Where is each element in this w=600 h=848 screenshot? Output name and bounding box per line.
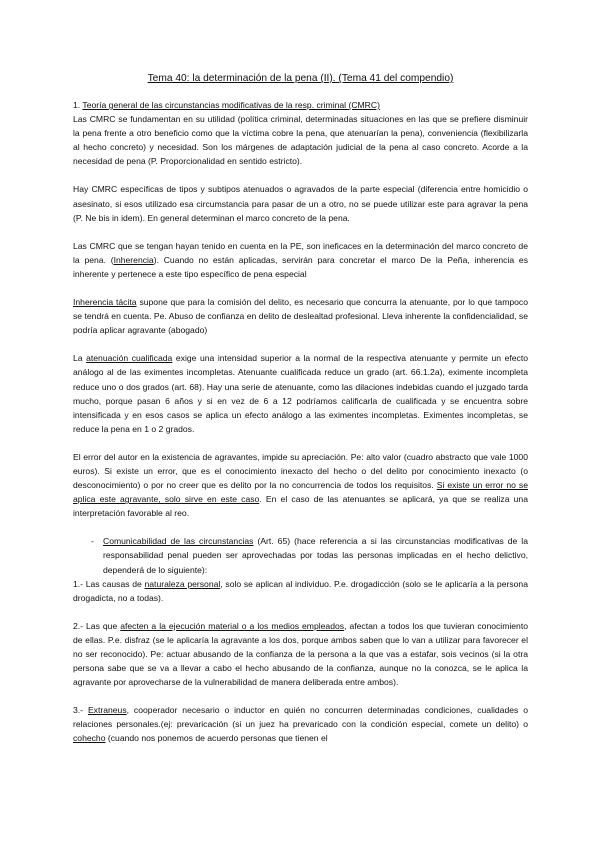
term-ejecucion-material: afecten a la ejecución material o a los medios empleados: [120, 620, 345, 631]
paragraph-5: La atenuación cualificada exige una intensidad superior a la normal de la respectiva atenuante y permite un efecto análogo al de las eximentes incompletas. Atenuante cualificada reduce un grado (art. 66.1.2a), eximente incompleta reduce uno o dos grados (art. 68). Hay una serie de atenuante, como las dilaciones indebidas cuando el juzgado tarda mucho, porque pasan 6 años y si en vez de 6 a 12 podríamos calificarla de cualificada y se encuentra sobre intensificada y en esos casos se aplica un efecto análogo a las eximentes incompletas. Eximentes incompletas, se reduce la pena en 1 o 2 grados.: [73, 353, 528, 434]
paragraph-2: Hay CMRC específicas de tipos y subtipos atenuados o agravados de la parte especial (diferencia entre homicidio o asesinato, si esos utilizado esa circumstancia para pasar de un a otro, no se puede utilizar este para agravar la pena (P. Ne bis in idem). En general determinan el marco concreto de la pena.: [73, 184, 528, 223]
term-naturaleza-personal: naturaleza personal: [144, 578, 221, 589]
term-cohecho: cohecho: [73, 733, 106, 744]
paragraph-3: Las CMRC que se tengan hayan tenido en cuenta en la PE, son ineficaces en la determinación del marco concreto de la pena. (Inherencia). Cuando no están aplicadas, servirán para concretar el marco De la Peña, inherencia es inherente y pertenece a este tipo específico de pena especial: [73, 240, 528, 279]
bullet-mark: -: [91, 536, 94, 547]
list-item-2: 2.- Las que afecten a la ejecución material o a los medios empleados, afectan a todos los que tuvieran conocimiento de ellas. P.e. disfraz (se le aplicaría la agravante a los dos, porque ambos saben que lo van a utilizar para favorecer el no ser reconocido). Pe: actuar abusando de la confianza de la persona a la que vas a estafar, sois vecinos (si la otra persona sabe que se va a llevar a cabo el hecho abusando de la confianza, aunque no la conozca, se le aplica la agravante por aprovecharse de la vulnerabilidad de manera deliberada entre ambos).: [73, 620, 528, 688]
term-comunicabilidad: Comunicabilidad de las circunstancias: [103, 536, 254, 547]
term-inherencia: Inherencia: [113, 254, 154, 265]
paragraph-6: El error del autor en la existencia de agravantes, impide su apreciación. Pe: alto valor (cuadro abstracto que vale 1000 euros). Si existe un error, que es el conocimiento inexacto del hecho o del delito por conocimiento inexacto (o desconocimiento) o por no creer que es delito por la no concurrencia de todos los requisitos. Si existe un error no se aplica este agravante, solo sirve en este caso. En el caso de las atenuantes se aplicará, ya que se realiza una interpretación favorable al reo.: [73, 451, 528, 519]
underlined-error-clause: Si existe un error no se aplica este agravante, solo sirve en este caso: [73, 480, 528, 505]
list-item-3: 3.- Extraneus, cooperador necesario o inductor en quién no concurren determinadas condiciones, cualidades o relaciones personales.(ej: prevaricación (si un juez ha prevaricado con la condición especial, comete un delito) o cohecho (cuando nos ponemos de acuerdo personas que tienen el: [73, 705, 529, 744]
list-item-1: 1.- Las causas de naturaleza personal, solo se aplican al individuo. P.e. drogadicción (solo se le aplicaría a la persona drogadicta, no a todas).: [73, 578, 528, 603]
document-title: Tema 40: la determinación de la pena (II). (Tema 41 del compendio): [147, 73, 454, 84]
paragraph-4: Inherencia tácita supone que para la comisión del delito, es necesario que concurra la atenuante, por lo que tampoco se tendrá en cuenta. Pe. Abuso de confianza en delito de deslealtad profesional. Lleva inherente la confidencialidad, se podría aplicar agravante (abogado): [73, 297, 529, 336]
section-1-heading: Teoría general de las circunstancias modificativas de la resp. criminal (CMRC): [82, 100, 380, 110]
term-atenuacion-cualificada: atenuación cualificada: [86, 353, 173, 364]
section-1-paragraph: 1. Teoría general de las circunstancias modificativas de la resp. criminal (CMRC) Las CMRC se fundamentan en su utilidad (política criminal, determinadas situaciones en las que se prefiere disminuir la pena frente a otro beneficio como que la víctima cobre la pena, que atenuarían la pena), conveniencia (flexibilizarla al hecho concreto) y necesidad. Son los márgenes de adaptación judicial de la pena al caso concreto. Acorde a la necesidad de pena (P. Proporcionalidad en sentido estricto).: [73, 100, 528, 167]
term-inherencia-tacita: Inherencia tácita: [73, 297, 137, 308]
bullet-comunicabilidad: - Comunicabilidad de las circunstancias (Art. 65) (hace referencia a si las circunstancias modificativas de la responsabilidad penal pueden ser aprovechadas por todas las personas implicadas en el hecho delictivo, dependerá de lo siguiente):: [73, 534, 528, 576]
term-extraneus: Extraneus: [87, 705, 127, 716]
